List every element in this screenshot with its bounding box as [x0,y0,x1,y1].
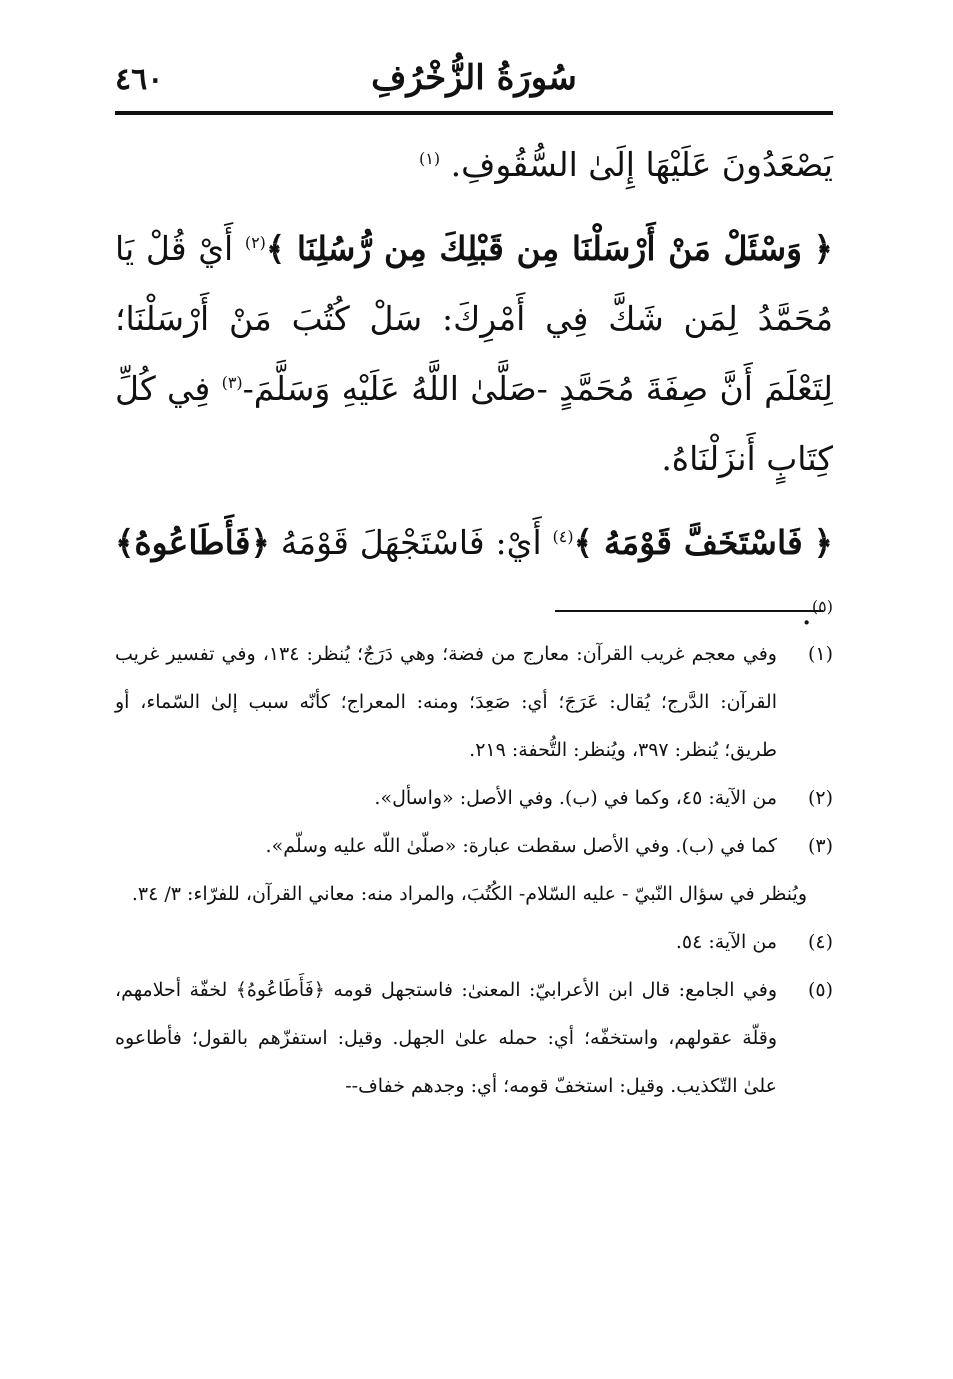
commentary-text: فِي كُلِّ كِتَابٍ أَنزَلْنَاهُ. [115,369,833,478]
footnote-ref-4: (٤) [552,527,574,546]
footnote-number: (٥) [807,979,833,1001]
sentence-end: . [801,593,812,632]
verse-close-bracket: ﴾ [265,229,286,268]
footnote-text: كما في (ب). وفي الأصل سقطت عبارة: «صلّىٰ اللّه عليه وسلّم». [265,835,777,857]
footnote-ref-3: (٣) [221,373,243,392]
header-rule [115,111,833,115]
footnote-3-continuation: ويُنظر في سؤال النّبيّ - عليه السّلام- الكُتُبَ، والمراد منه: معاني القرآن، للفرّاء: ٣/ ٣٤. [131,883,807,905]
main-text [115,130,833,662]
footnote-ref-2: (٢) [244,233,266,252]
footnote-text: وفي معجم غريب القرآن: معارج من فضة؛ وهي دَرَجٌ؛ يُنظر: ١٣٤، وفي تفسير غريب القرآن: الدَّرج؛ يُقال: عَرَجَ؛ أي: صَعِدَ؛ ومنه: المعراج؛ كأنّه سبب إلىٰ السّماء، أو طريق؛ يُنظر: ٣٩٧، ويُنظر: التُّحفة: ٢١٩. [115,643,777,761]
quran-verse: ﴿فَأَطَاعُوهُ﴾ [115,523,270,562]
footnotes [115,630,833,1110]
footnote-5 [115,966,833,1110]
verse-open-bracket: ﴿ [813,523,833,562]
footnote-text: وفي الجامع: قال ابن الأعرابيّ: المعنىٰ: فاستجهل قومه ﴿فَأَطَاعُوهُ﴾ لخفّة أحلامهم، وقلّة عقولهم، واستخفّه؛ أي: حمله علىٰ الجهل. وقيل: استفزّهم بالقول؛ فأطاعوه علىٰ التّكذيب. وقيل: استخفّ قومه؛ أي: وجدهم خفاف-- [115,979,777,1097]
footnote-ref-5: (٥) [811,597,833,616]
paragraph-3 [115,508,833,648]
paragraph-1-text: يَصْعَدُونَ عَلَيْهَا إِلَىٰ السُّقُوفِ. [450,145,833,184]
footnote-separator [555,610,823,612]
footnote-text: من الآية: ٤٥، وكما في (ب). وفي الأصل: «واسأل». [374,787,777,809]
page-header [115,48,833,108]
footnote-number: (٤) [807,931,833,953]
footnote-ref-1: (١) [419,149,441,168]
quran-verse: وَسْئَلْ مَنْ أَرْسَلْنَا مِن قَبْلِكَ مِن رُّسُلِنَا [296,229,803,268]
paragraph-1 [115,130,833,200]
footnote-2 [115,774,833,822]
verse-open-bracket: ﴿ [813,229,834,268]
footnote-3 [115,822,833,870]
paragraph-2 [115,214,833,494]
page-number: ٤٦٠ [115,62,164,97]
quran-verse: فَاسْتَخَفَّ قَوْمَهُ [603,523,803,562]
footnote-1 [115,630,833,774]
surah-title: سُورَةُ الزُّخْرُفِ [371,58,577,98]
commentary-text: أَيْ قُلْ يَا مُحَمَّدُ لِمَن شَكَّ فِي أَمْرِكَ: سَلْ كُتُبَ مَنْ أَرْسَلْنَا؛ لِتَعْلَمَ أَنَّ صِفَةَ مُحَمَّدٍ -صَلَّىٰ اللَّهُ عَلَيْهِ وَسَلَّمَ- [115,229,833,408]
commentary-text: أَيْ: فَاسْتَجْهَلَ قَوْمَهُ [280,523,542,562]
footnote-4 [115,918,833,966]
footnote-number: (١) [807,643,833,665]
footnote-text: من الآية: ٥٤. [675,931,777,953]
footnote-number: (٣) [807,835,833,857]
footnote-number: (٢) [807,787,833,809]
verse-close-bracket: ﴾ [573,523,593,562]
